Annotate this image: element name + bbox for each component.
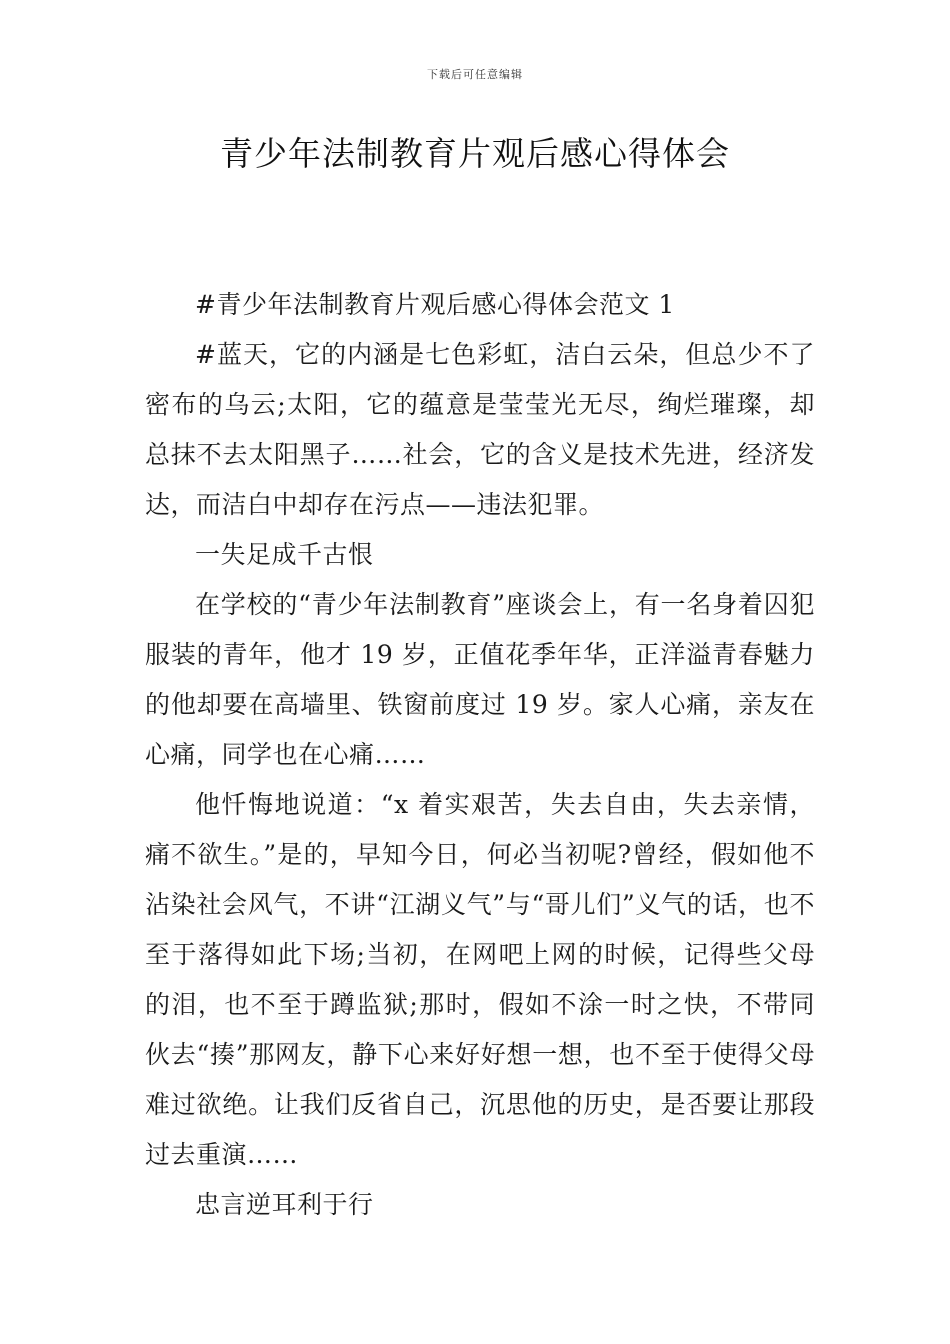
paragraph-subheading-1: 一失足成千古恨 xyxy=(195,540,374,569)
document-title: 青少年法制教育片观后感心得体会 xyxy=(220,134,730,173)
paragraph-section-heading: #青少年法制教育片观后感心得体会范文 1 xyxy=(195,290,675,319)
paragraph-subheading-2: 忠言逆耳利于行 xyxy=(195,1190,374,1219)
paragraph-intro: #蓝天，它的内涵是七色彩虹，洁白云朵，但总少不了密布的乌云;太阳，它的蕴意是莹莹光无尽，绚烂璀璨，却总抹不去太阳黑子……社会，它的含义是技术先进，经济发达，而洁白中却存在污点——违法犯罪。 xyxy=(145,340,815,519)
paragraph-reflection: 他忏悔地说道：“x 着实艰苦，失去自由，失去亲情，痛不欲生。”是的，早知今日，何必当初呢?曾经，假如他不沾染社会风气，不讲“江湖义气”与“哥儿们”义气的话，也不至于落得如此下场;当初，在网吧上网的时候，记得些父母的泪，也不至于蹲监狱;那时，假如不涂一时之快，不带同伙去“揍”那网友，静下心来好好想一想，也不至于使得父母难过欲绝。让我们反省自己，沉思他的历史，是否要让那段过去重演…… xyxy=(145,790,815,1169)
document-body xyxy=(145,280,815,1230)
paragraph-story: 在学校的“青少年法制教育”座谈会上，有一名身着囚犯服装的青年，他才 19 岁，正值花季年华，正洋溢青春魅力的他却要在高墙里、铁窗前度过 19 岁。家人心痛，亲友在心痛，同学也在心痛…… xyxy=(145,590,815,769)
header-note: 下载后可任意编辑 xyxy=(427,68,523,81)
